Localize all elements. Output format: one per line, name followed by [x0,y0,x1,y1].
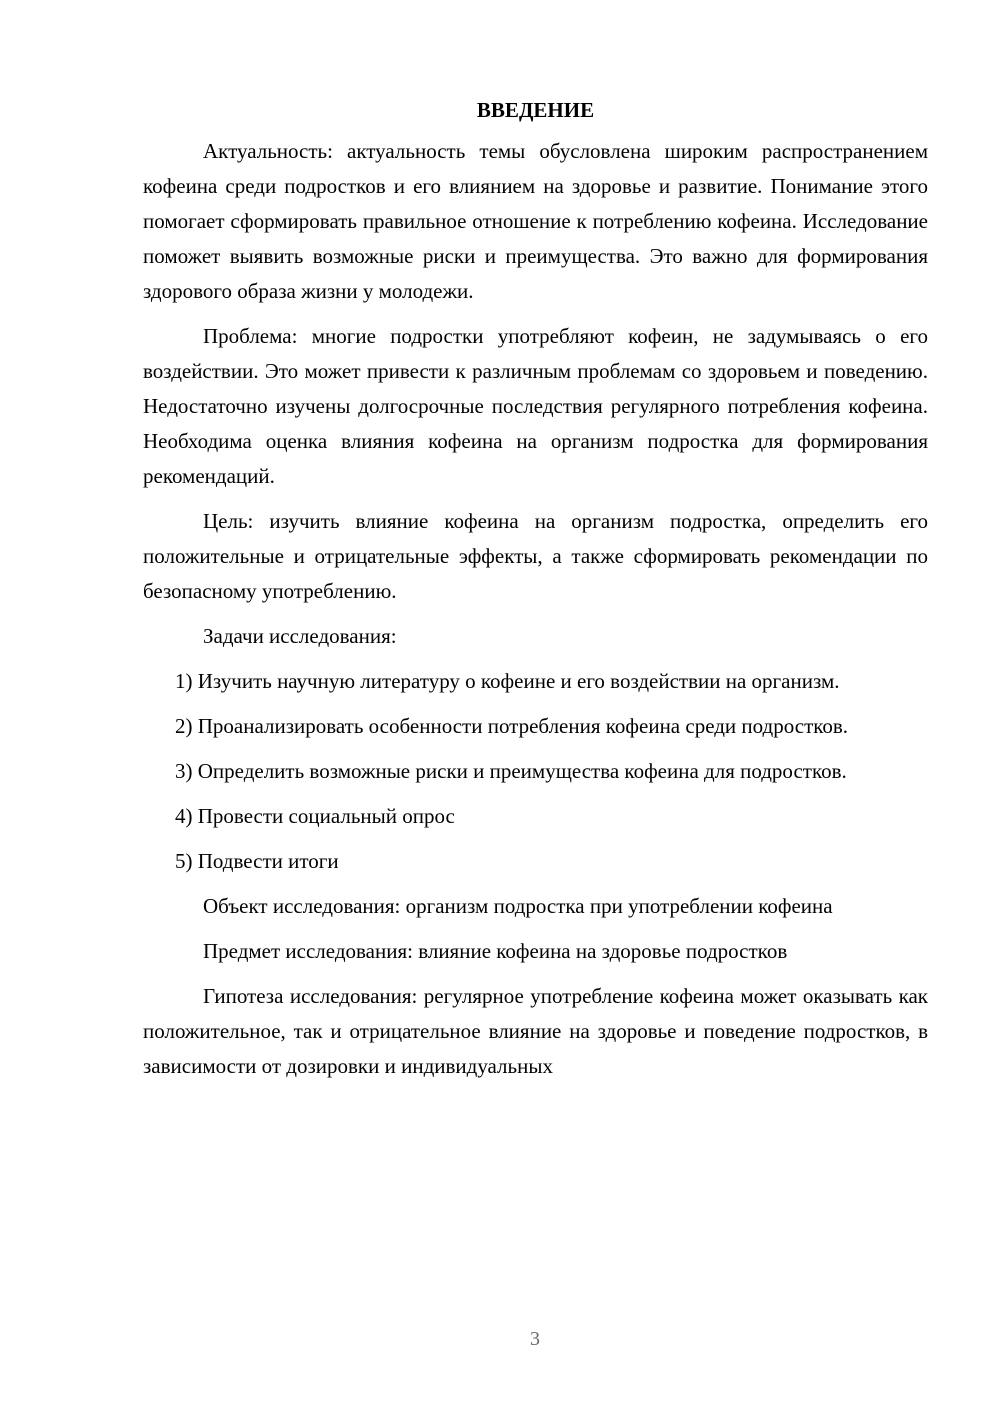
subject-paragraph: Предмет исследования: влияние кофеина на здоровье подростков [203,939,788,963]
tasks-title: Задачи исследования: [203,624,397,648]
hypothesis-paragraph: Гипотеза исследования: регулярное употребление кофеина может оказывать как положительное, так и отрицательное влияние на здоровье и поведение подростков, в зависимости от дозировки и индивидуальных [143,984,928,1078]
task-item-3: 3) Определить возможные риски и преимущества кофеина для подростков. [175,759,847,783]
relevance-paragraph: Актуальность: актуальность темы обусловлена широким распространением кофеина среди подростков и его влиянием на здоровье и развитие. Понимание этого помогает сформировать правильное отношение к потреблению кофеина. Исследование поможет выявить возможные риски и преимущества. Это важно для формирования здорового образа жизни у молодежи. [143,139,928,303]
page-number: 3 [530,1328,540,1350]
task-item-1: 1) Изучить научную литературу о кофеине и его воздействии на организм. [175,669,840,693]
goal-paragraph: Цель: изучить влияние кофеина на организм подростка, определить его положительные и отрицательные эффекты, а также сформировать рекомендации по безопасному употреблению. [143,509,928,603]
task-item-2: 2) Проанализировать особенности потребления кофеина среди подростков. [175,714,849,738]
object-paragraph: Объект исследования: организм подростка при употреблении кофеина [203,894,833,918]
task-item-4: 4) Провести социальный опрос [175,804,455,828]
section-heading: ВВЕДЕНИЕ [476,98,595,122]
task-item-5: 5) Подвести итоги [175,849,339,873]
problem-paragraph: Проблема: многие подростки употребляют кофеин, не задумываясь о его воздействии. Это может привести к различным проблемам со здоровьем и поведению. Недостаточно изучены долгосрочные последствия регулярного потребления кофеина. Необходима оценка влияния кофеина на организм подростка для формирования рекомендаций. [143,324,928,488]
page-content [143,93,928,1084]
